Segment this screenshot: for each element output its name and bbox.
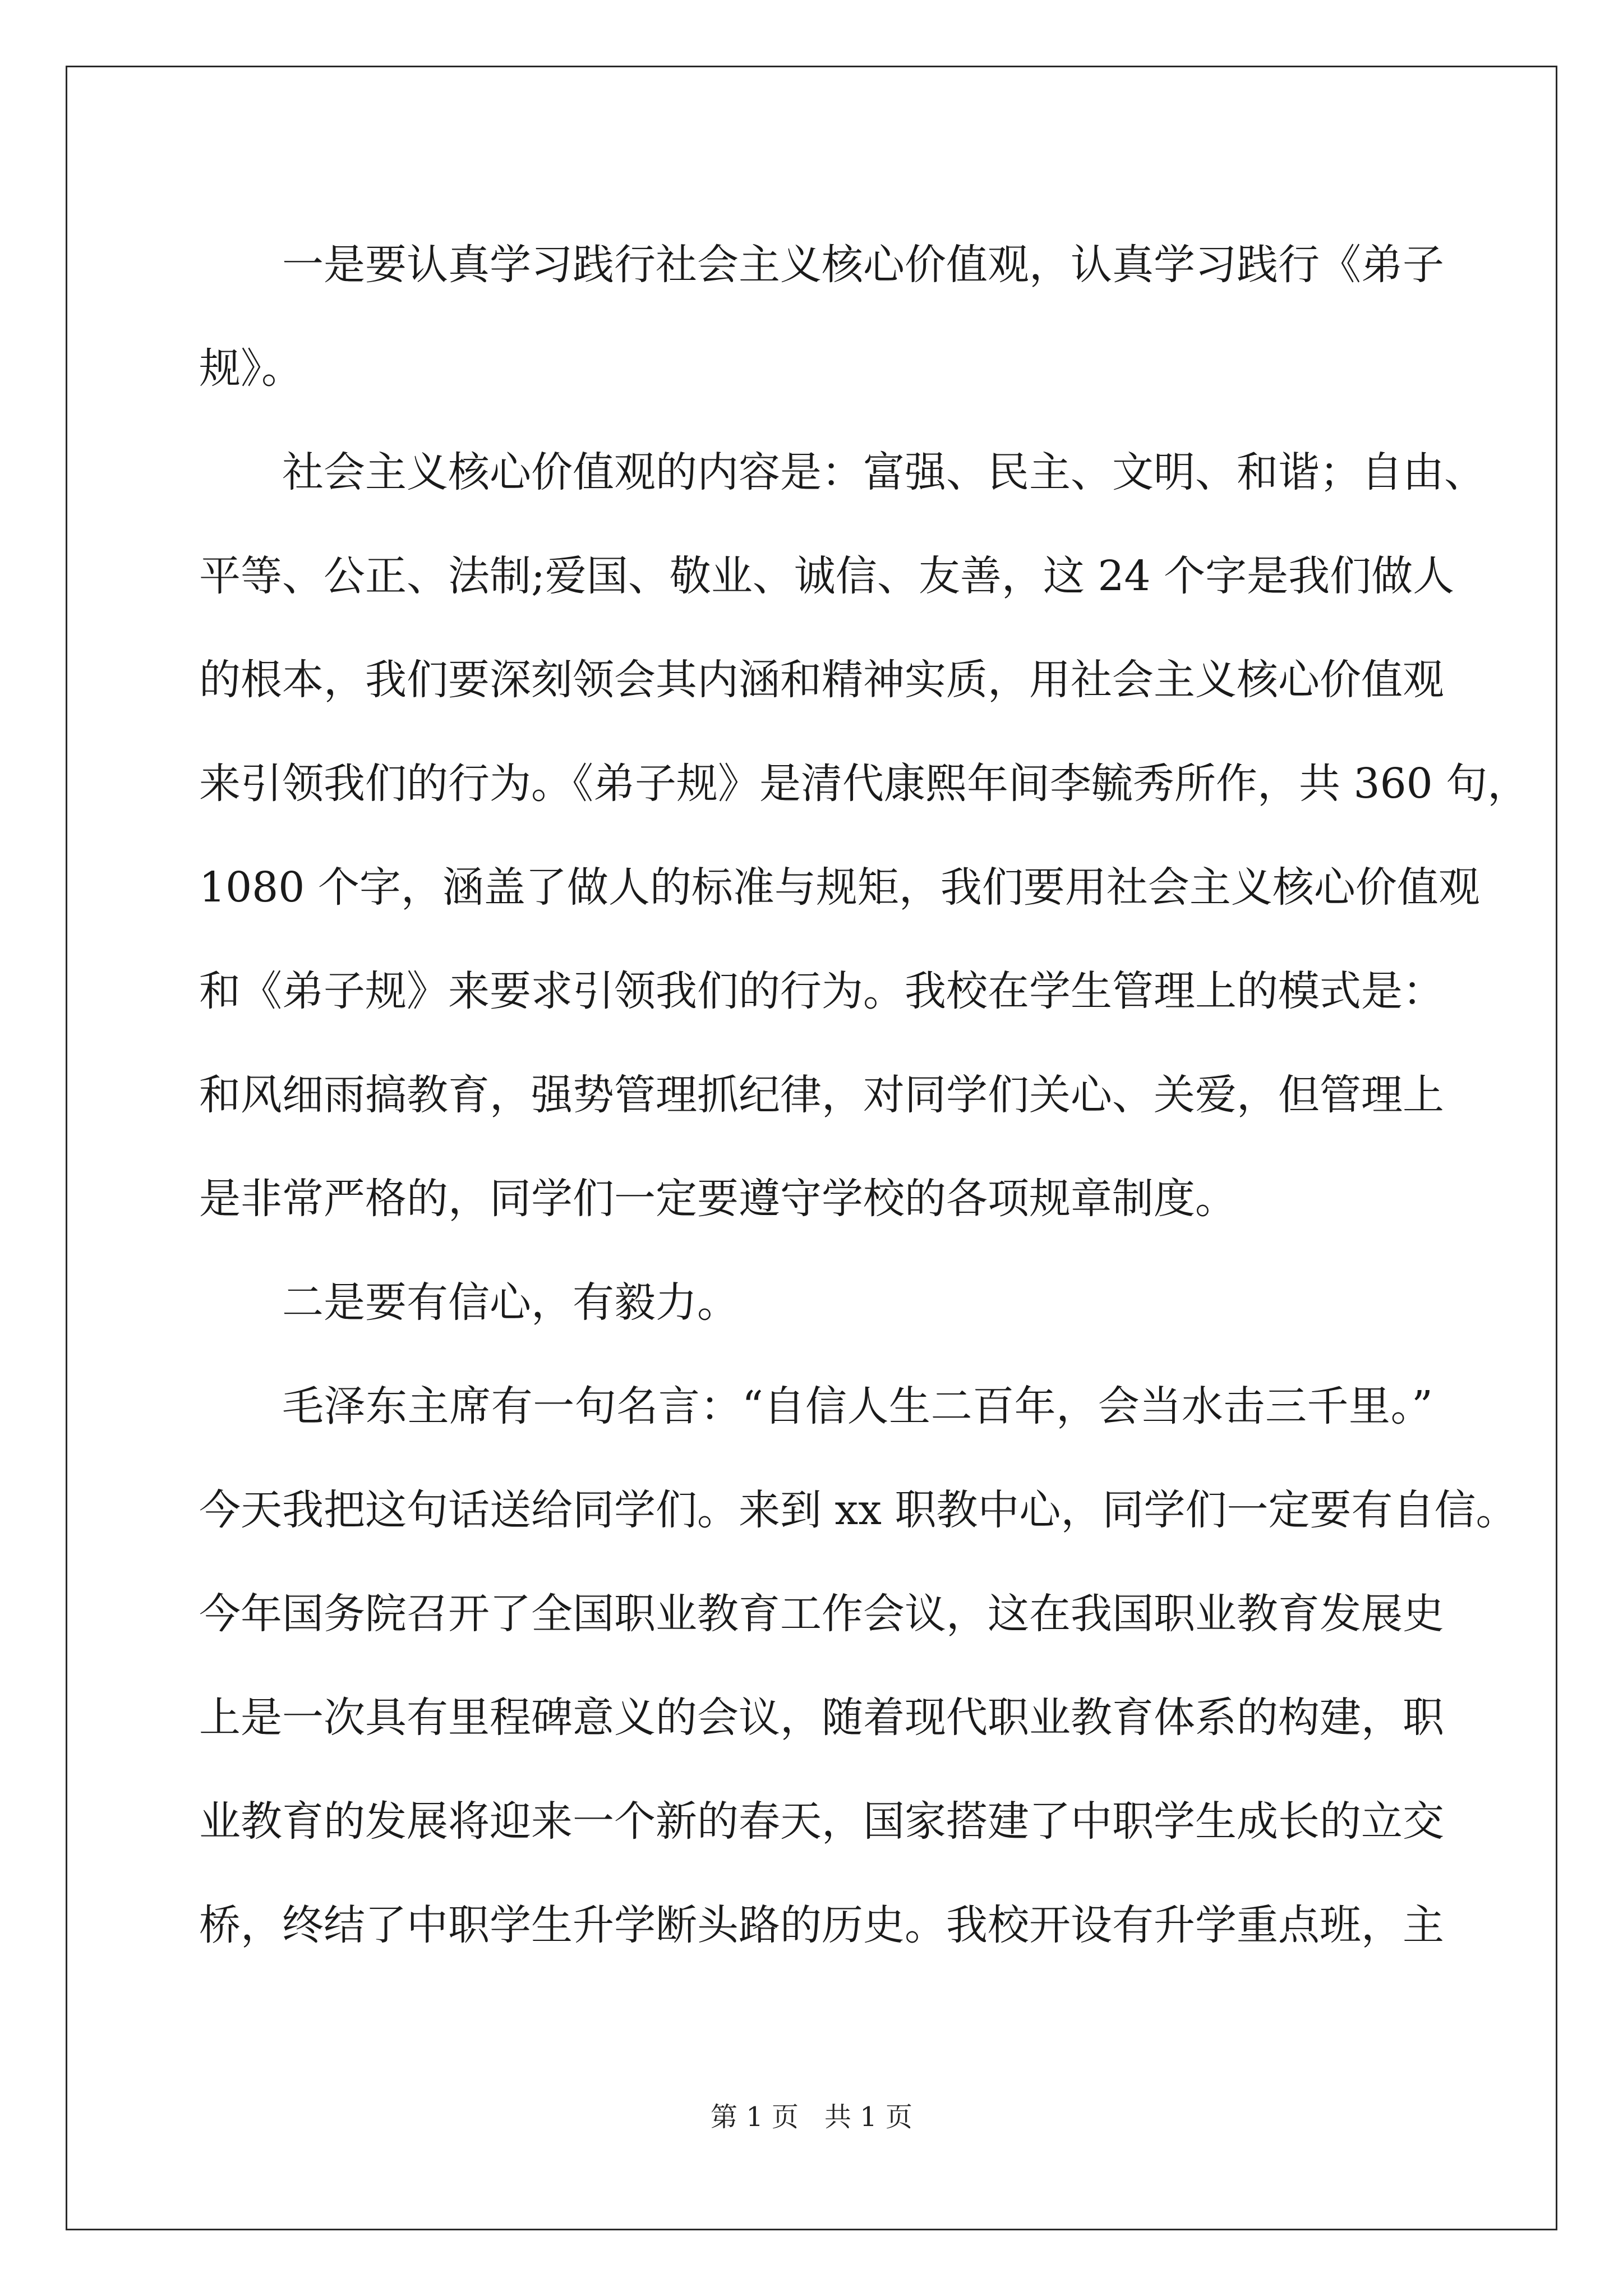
text-line: 的根本，我们要深刻领会其内涵和精神实质，用社会主义核心价值观: [199, 656, 1444, 704]
text-line: 桥，终结了中职学生升学断头路的历史。我校开设有升学重点班，主: [199, 1901, 1444, 1949]
text-line: 一是要认真学习践行社会主义核心价值观，认真学习践行《弟子: [282, 241, 1444, 289]
text-line: 平等、公正、法制;爱国、敬业、诚信、友善，这 24 个字是我们做人: [199, 552, 1455, 600]
text-line: 来引领我们的行为。《弟子规》是清代康熙年间李毓秀所作，共 360 句，: [199, 760, 1529, 808]
text-line: 和《弟子规》来要求引领我们的行为。我校在学生管理上的模式是：: [199, 967, 1444, 1015]
text-line: 规》。: [199, 344, 303, 393]
text-line: 是非常严格的，同学们一定要遵守学校的各项规章制度。: [199, 1175, 1237, 1223]
text-line: 社会主义核心价值观的内容是：富强、民主、文明、和谐；自由、: [282, 448, 1486, 496]
text-line: 今年国务院召开了全国职业教育工作会议，这在我国职业教育发展史: [199, 1590, 1444, 1638]
text-line: 1080 个字，涵盖了做人的标准与规矩，我们要用社会主义核心价值观: [199, 863, 1480, 912]
text-line: 业教育的发展将迎来一个新的春天，国家搭建了中职学生成长的立交: [199, 1797, 1444, 1846]
text-line: 毛泽东主席有一句名言：“自信人生二百年，会当水击三千里。”: [282, 1382, 1433, 1430]
text-line: 和风细雨搞教育，强势管理抓纪律，对同学们关心、关爱，但管理上: [199, 1071, 1444, 1119]
document-body: [199, 213, 1529, 1977]
text-line: 二是要有信心，有毅力。: [282, 1278, 739, 1327]
text-line: 上是一次具有里程碑意义的会议，随着现代职业教育体系的构建，职: [199, 1694, 1444, 1742]
page-footer: [0, 2095, 1623, 2134]
page-total: 共 1 页: [824, 2101, 913, 2133]
page-number: 第 1 页: [710, 2101, 799, 2133]
text-line: 今天我把这句话送给同学们。来到 xx 职教中心，同学们一定要有自信。: [199, 1486, 1518, 1534]
